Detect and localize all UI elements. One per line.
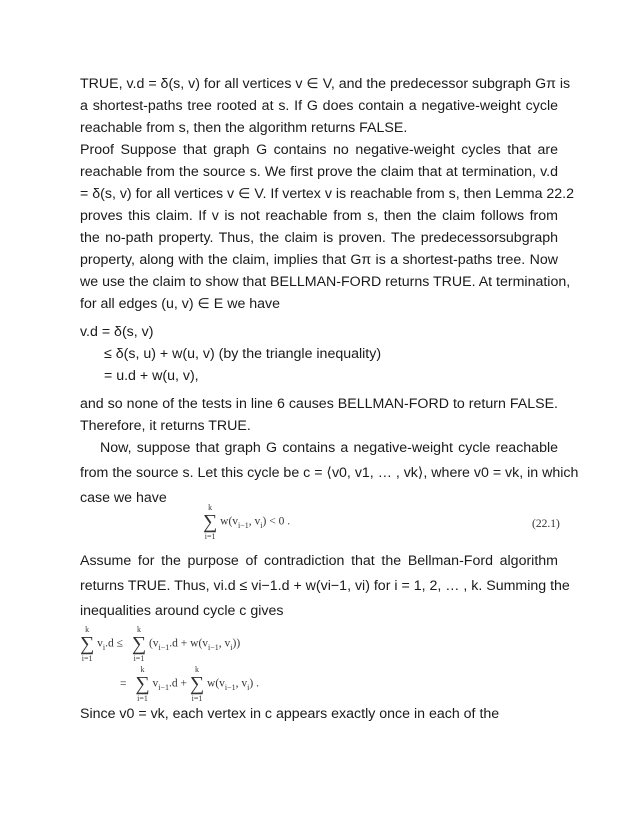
text-line: inequalities around cycle c gives [80,603,284,619]
text-line: proves this claim. If v is not reachable from s, then the claim follows from [80,208,558,224]
math-line: = u.d + w(u, v), [104,368,199,384]
text-line: Proof Suppose that graph G contains no negative-weight cycles that are [80,142,558,158]
text-line: we use the claim to show that BELLMAN-FORD returns TRUE. At termination, [80,274,571,290]
text-line: TRUE, v.d = δ(s, v) for all vertices v ∈ V, and the predecessor subgraph Gπ is [80,76,571,92]
summation-symbol: k ∑ i=1 [189,665,205,703]
text-line: Assume for the purpose of contradiction that the Bellman-Ford algorithm [80,553,558,569]
text-line: Now, suppose that graph G contains a negative-weight cycle reachable [100,440,558,456]
text-line: returns TRUE. Thus, vi.d ≤ vi−1.d + w(vi−1, vi) for i = 1, 2, … , k. Summing the [80,578,570,594]
text-line: case we have [80,490,167,506]
summation-symbol: k ∑ i=1 [203,503,218,541]
text-line: reachable from the source s. We first prove the claim that at termination, v.d [80,164,558,180]
text-line: from the source s. Let this cycle be c = ⟨v0, v1, … , vk⟩, where v0 = vk, in which [80,465,579,481]
summation-symbol: k ∑ i=1 [80,625,95,663]
text-line: a shortest-paths tree rooted at s. If G does contain a negative-weight cycle [80,98,558,114]
text-line: for all edges (u, v) ∈ E we have [80,296,281,312]
text-line: reachable from s, then the algorithm returns FALSE. [80,120,408,136]
summation-inequality-row1: k ∑ i=1 $v_i.d$ ≤ k ∑ i=1 ($v_{i-1}.d + w(v_{i-1}$, $v_i$)) [80,625,241,663]
text-line: and so none of the tests in line 6 causes BELLMAN-FORD to return FALSE. [80,396,558,412]
equation-22-1: k ∑ i=1 $w(v_{i-1}$, $v_i) < 0$ . [203,503,291,541]
text-line: the no-path property. Thus, the claim is proven. The predecessorsubgraph [80,230,558,246]
summation-symbol: k ∑ i=1 [131,625,147,663]
math-line: ≤ δ(s, u) + w(u, v) (by the triangle inequality) [104,346,382,362]
equation-number: (22.1) [532,518,560,530]
text-line: property, along with the claim, implies that Gπ is a shortest-paths tree. Now [80,252,558,268]
math-line: v.d = δ(s, v) [80,324,154,340]
summation-inequality-row2: = k ∑ i=1 $v_{i-1}.d$ + k ∑ i=1 $w(v_{i-1}$, $v_i$) . [120,665,259,703]
text-line: = δ(s, v) for all vertices v ∈ V. If vertex v is reachable from s, then Lemma 22.2 [80,186,575,202]
summation-symbol: k ∑ i=1 [135,665,150,703]
text-line: Since v0 = vk, each vertex in c appears exactly once in each of the [80,706,500,722]
text-line: Therefore, it returns TRUE. [80,418,251,434]
